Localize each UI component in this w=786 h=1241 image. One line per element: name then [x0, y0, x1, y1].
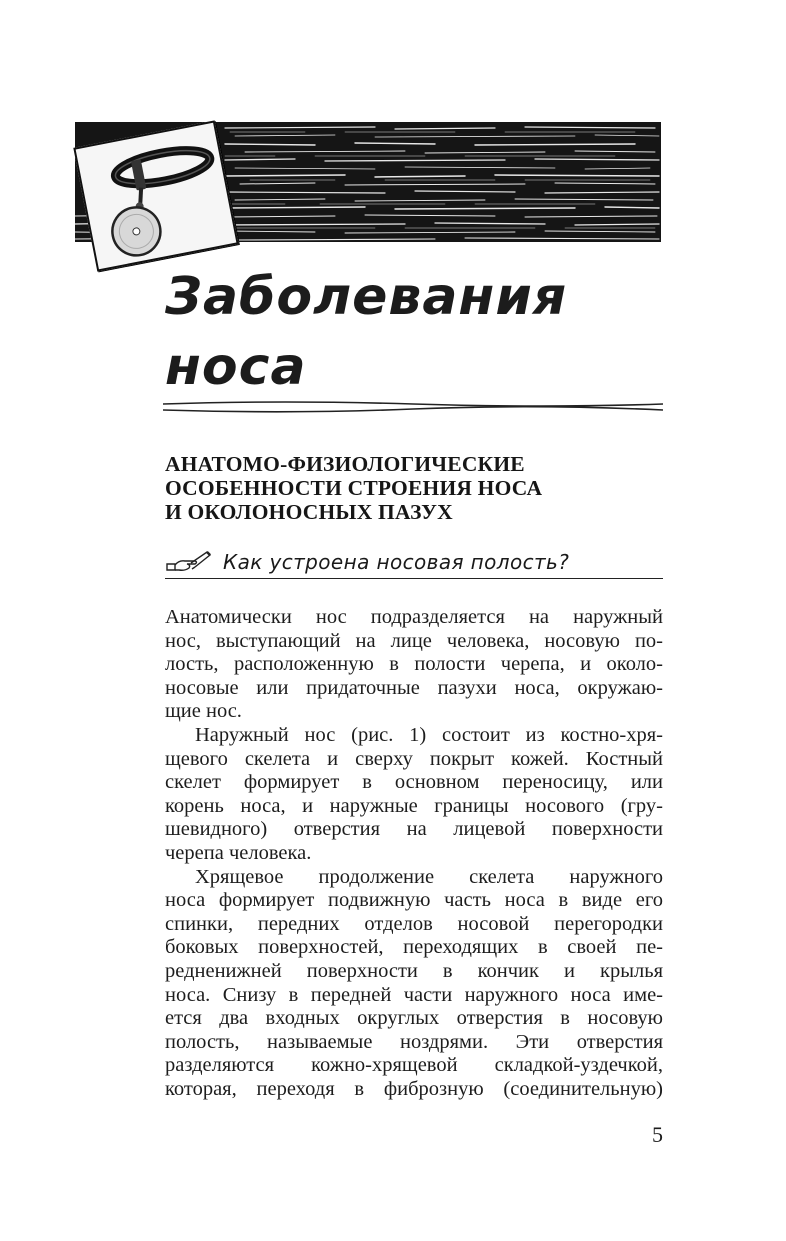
chapter-title-line-1: Заболевания	[165, 267, 568, 327]
text-line: щевого скелета и сверху покрыт кожей. Костный	[165, 747, 663, 770]
paragraph-2	[165, 724, 663, 866]
paragraph-3	[165, 866, 663, 1102]
text-line: шевидного) отверстия на лицевой поверхности	[165, 818, 663, 841]
text-line: боковых поверхностей, переходящих в своей пе-	[165, 936, 663, 959]
text-line: спинки, передних отделов носовой перегородки	[165, 912, 663, 935]
text-line: щие нос.	[165, 700, 242, 723]
chapter-title-line-2: носа	[165, 337, 307, 397]
text-line: Анатомически нос подразделяется на наружный	[165, 606, 663, 628]
title-divider	[163, 398, 663, 416]
writing-hand-icon	[165, 550, 213, 574]
section-heading-line-3: И ОКОЛОНОСНЫХ ПАЗУХ	[165, 500, 453, 524]
section-heading	[165, 452, 665, 524]
text-line: Наружный нос (рис. 1) состоит из костно-хря-	[195, 723, 663, 746]
text-line: редненижней поверхности в кончик и крылья	[165, 959, 663, 982]
text-line: лость, расположенную в полости черепа, и около-	[165, 653, 663, 676]
question-line	[165, 546, 663, 579]
question-text: Как устроена носовая полость?	[223, 550, 570, 574]
text-line: носа. Снизу в передней части наружного носа име-	[165, 983, 663, 1006]
text-line: нос, выступающий на лице человека, носовую по-	[165, 629, 663, 652]
text-line: разделяются кожно-хрящевой складкой-уздечкой,	[165, 1054, 663, 1077]
text-line: корень носа, и наружные границы носового (гру-	[165, 794, 663, 817]
text-line: черепа человека.	[165, 841, 312, 864]
text-line: скелет формирует в основном переносицу, или	[165, 771, 663, 794]
text-line: ется два входных округлых отверстия в носовую	[165, 1007, 663, 1030]
body-text	[165, 606, 663, 1101]
text-line: носа формирует подвижную часть носа в виде его	[165, 889, 663, 912]
section-heading-line-2: ОСОБЕННОСТИ СТРОЕНИЯ НОСА	[165, 476, 543, 500]
chapter-title	[165, 262, 665, 402]
section-heading-line-1: АНАТОМО-ФИЗИОЛОГИЧЕСКИЕ	[165, 452, 525, 476]
head-mirror-icon	[76, 123, 237, 269]
page-number: 5	[652, 1122, 663, 1147]
text-line: Хрящевое продолжение скелета наружного	[195, 865, 663, 888]
text-line: носовые или придаточные пазухи носа, окружаю-	[165, 676, 663, 699]
paragraph-1	[165, 606, 663, 724]
head-mirror-photo	[73, 120, 238, 271]
text-line: которая, переходя в фиброзную (соединительную)	[165, 1077, 663, 1100]
text-line: полость, называемые ноздрями. Эти отверстия	[165, 1030, 663, 1053]
